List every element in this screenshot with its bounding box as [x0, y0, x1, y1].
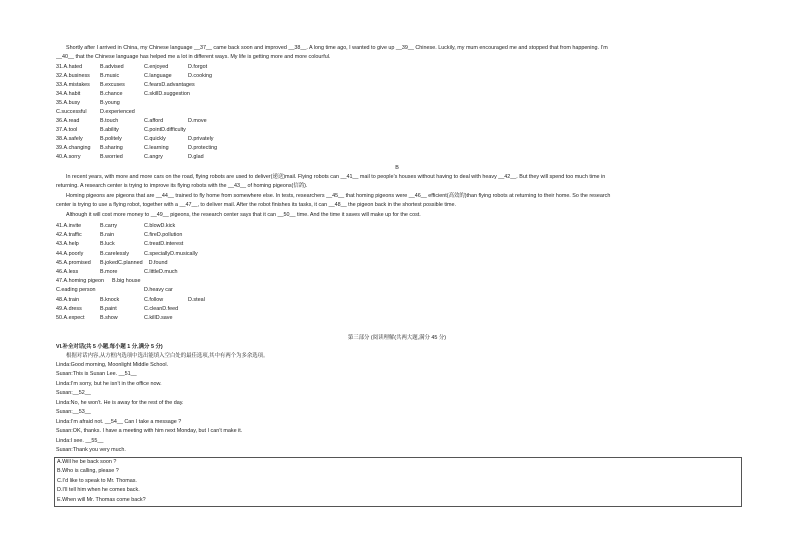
- option: D.pollution: [156, 232, 183, 238]
- option: D.privately: [188, 136, 214, 142]
- option-row: [56, 81, 746, 89]
- option-row: [56, 240, 746, 248]
- dialogue-line: Linda:I see. __55__: [56, 438, 104, 444]
- option: D.move: [188, 118, 207, 124]
- option: C.afford: [144, 118, 164, 124]
- choice-item: D.I’ll tell him when he comes back.: [57, 487, 140, 493]
- option: B.more: [100, 269, 118, 275]
- option-row: [56, 222, 746, 230]
- passage-a-line-1: Shortly after I arrived in China, my Chinese language __37__ came back soon and improved __38__. A long time ago, I wanted to give up __39__ Chinese. Luckily, my mum encouraged me and stopped that from happening. I’m: [66, 45, 608, 51]
- option: C.successful: [56, 109, 87, 115]
- section-b-label: B: [395, 165, 399, 171]
- option: 33.A.mistakes: [56, 82, 90, 88]
- option: D.found: [148, 260, 168, 266]
- option: B.show: [100, 315, 118, 321]
- option: D.heavy car: [144, 287, 173, 293]
- option: B.advised: [100, 64, 124, 70]
- option: D.kick: [160, 223, 176, 229]
- dialogue-line: Linda:Good morning, Moonlight Middle School.: [56, 362, 169, 368]
- option-row: [56, 72, 746, 80]
- section-heading: VI.补全对话(共 5 小题,每小题 1 分,满分 5 分): [56, 344, 163, 350]
- option: C.little: [144, 269, 159, 275]
- option: C.fears: [144, 82, 162, 88]
- option: 35.A.busy: [56, 100, 80, 106]
- option-row: [56, 305, 746, 313]
- option: D.forgot: [188, 64, 208, 70]
- dialogue-line: Susan:OK, thanks. I have a meeting with him next Monday, but I can’t make it.: [56, 428, 243, 434]
- option-row: [56, 144, 746, 152]
- option: D.save: [155, 315, 173, 321]
- option-row: [56, 135, 746, 143]
- option: B.carelessly: [100, 251, 130, 257]
- option: B.touch: [100, 118, 119, 124]
- option: B.excuses: [100, 82, 125, 88]
- option: 32.A.business: [56, 73, 90, 79]
- option: B.politely: [100, 136, 122, 142]
- option-row: [56, 296, 746, 304]
- option: B.music: [100, 73, 120, 79]
- option: 34.A.habit: [56, 91, 81, 97]
- dialogue-line: Susan:__52__: [56, 390, 91, 396]
- option-row: [56, 277, 746, 285]
- option-row: [56, 231, 746, 239]
- part3-title: 第三部分 (阅读理解(共两大题,满分 45 分): [347, 335, 447, 341]
- option: C.language: [144, 73, 172, 79]
- option: B.knock: [100, 297, 120, 303]
- option: D.experienced: [100, 109, 135, 115]
- passage-a-line-2: __40__ that the Chinese language has helped me a lot in different ways. My life is getting more and more colourful.: [56, 54, 331, 60]
- choice-item: C.I’d like to speak to Mr. Thomas.: [57, 478, 137, 484]
- option: D.steal: [188, 297, 205, 303]
- option: B.carry: [100, 223, 118, 229]
- option: C.angry: [144, 154, 163, 160]
- option: C.planned: [117, 260, 143, 266]
- passage-b-line: returning. A research center is trying to improve its flying robots with the __43__ of homing pigeons(信鸽).: [56, 183, 308, 189]
- option: 39.A.changing: [56, 145, 91, 151]
- dialogue-line: Linda:No, he won’t. He is away for the rest of the day.: [56, 400, 184, 406]
- option: B.sharing: [100, 145, 123, 151]
- option: D.suggestion: [158, 91, 190, 97]
- option-row: [56, 268, 746, 276]
- option: C.learning: [144, 145, 169, 151]
- option: B.big house: [112, 278, 141, 284]
- dialogue-line: Linda:I’m afraid not. __54__ Can I take a message ?: [56, 419, 182, 425]
- option: C.blow: [144, 223, 161, 229]
- section-instruction: 根据对话内容,从方框内选项中选出能填入空白处的最佳选项,其中有两个为多余选项。: [66, 353, 269, 359]
- option-row: [56, 153, 746, 161]
- choice-item: E.When will Mr. Thomas come back?: [57, 497, 146, 503]
- option: 31.A.hated: [56, 64, 83, 70]
- option: 49.A.dress: [56, 306, 82, 312]
- passage-b-line: Although it will cost more money to __49__ pigeons, the research center says that it can __50__ time. And the time it saves will make up for the cost.: [66, 212, 421, 218]
- option: C.treat: [144, 241, 161, 247]
- option: 45.A.promised: [56, 260, 91, 266]
- dialogue-line: Susan:__53__: [56, 409, 91, 415]
- passage-b-line: Homing pigeons are pigeons that are __44__ trained to fly home from somewhere else. In tests, researchers __45__ that homing pigeons were __46__ efficient(高效的)than flying robots at returning to their home. So the research: [66, 193, 611, 199]
- option-row: [56, 286, 746, 294]
- option: B.young: [100, 100, 120, 106]
- option: B.rain: [100, 232, 115, 238]
- option-row: [56, 99, 746, 107]
- option: 46.A.less: [56, 269, 79, 275]
- option-row: [56, 314, 746, 322]
- option: 40.A.sorry: [56, 154, 81, 160]
- option-row: [56, 259, 746, 267]
- choice-item: B.Who is calling, please ?: [57, 468, 119, 474]
- option: D.cooking: [188, 73, 212, 79]
- passage-b-line: center is trying to use a flying robot, together with a __47__, to deliver mail. After the robot finishes its tasks, it can __48__ the pigeon back in the shortest possible time.: [56, 202, 457, 208]
- option: 44.A.poorly: [56, 251, 84, 257]
- option: D.musically: [170, 251, 198, 257]
- option: C.follow: [144, 297, 164, 303]
- option: C.kill: [144, 315, 156, 321]
- option: 42.A.traffic: [56, 232, 82, 238]
- option: 38.A.safely: [56, 136, 83, 142]
- option: B.ability: [100, 127, 119, 133]
- option: C.point: [144, 127, 162, 133]
- option: D.advantages: [161, 82, 195, 88]
- option: B.worried: [100, 154, 123, 160]
- option-row: [56, 117, 746, 125]
- option: D.glad: [188, 154, 204, 160]
- choices-box: [54, 457, 742, 507]
- option: D.interest: [160, 241, 184, 247]
- option-row: [56, 126, 746, 134]
- option: C.quickly: [144, 136, 166, 142]
- option: B.luck: [100, 241, 115, 247]
- choice-item: A.Will he be back soon ?: [57, 459, 117, 465]
- option: C.fire: [144, 232, 157, 238]
- passage-b-line: In recent years, with more and more cars on the road, flying robots are used to deliver(递送)mail. Flying robots can __41__ mail to people’s houses without having to deal with heavy __42__. But they will spend too much time in: [66, 174, 606, 180]
- option-row: [56, 108, 746, 116]
- option: C.eading person: [56, 287, 96, 293]
- option: D.feed: [162, 306, 179, 312]
- option: 48.A.train: [56, 297, 80, 303]
- option: B.joked: [100, 260, 118, 266]
- option: D.much: [158, 269, 178, 275]
- option: B.paint: [100, 306, 117, 312]
- option: 41.A.invite: [56, 223, 82, 229]
- option: 36.A.read: [56, 118, 80, 124]
- dialogue-line: Susan:Thank you very much.: [56, 447, 126, 453]
- option: 37.A.tool: [56, 127, 78, 133]
- option: 43.A.help: [56, 241, 79, 247]
- option: 47.A.homing pigeon: [56, 278, 104, 284]
- option-row: [56, 250, 746, 258]
- option: C.specially: [144, 251, 171, 257]
- option-row: [56, 90, 746, 98]
- option: C.clean: [144, 306, 163, 312]
- option: B.chance: [100, 91, 123, 97]
- option: D.protecting: [188, 145, 218, 151]
- option-row: [56, 63, 746, 71]
- dialogue-line: Susan:This is Susan Lee. __51__: [56, 371, 137, 377]
- dialogue-line: Linda:I’m sorry, but he isn’t in the office now.: [56, 381, 162, 387]
- option: C.enjoyed: [144, 64, 169, 70]
- option: C.skill: [144, 91, 159, 97]
- option: D.difficulty: [161, 127, 186, 133]
- option: 50.A.expect: [56, 315, 85, 321]
